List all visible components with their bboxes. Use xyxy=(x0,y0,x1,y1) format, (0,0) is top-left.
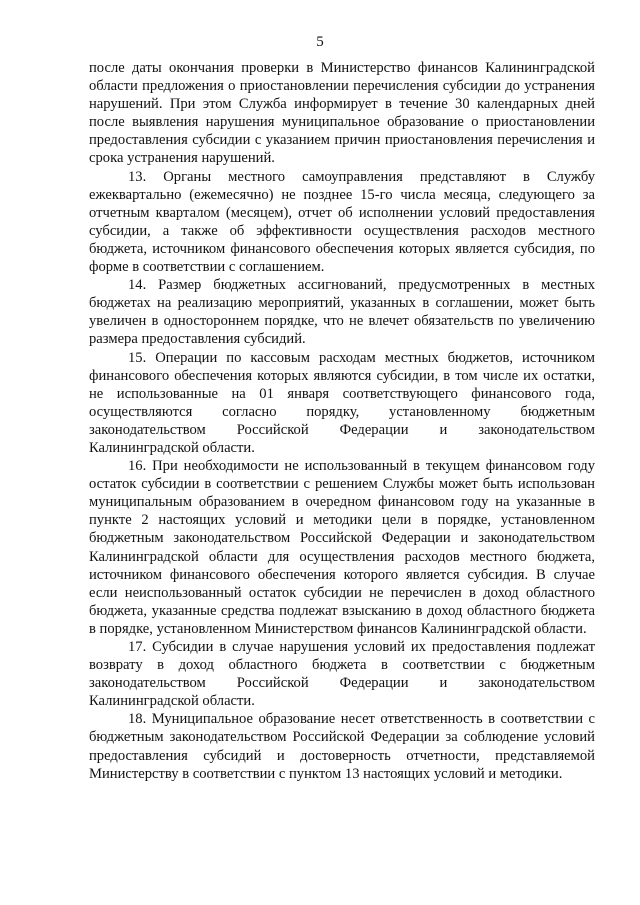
paragraph-15: 15. Операции по кассовым расходам местных бюджетов, источником финансового обеспечения которых являются субсидии, в том числе их остатки, не использованные на 01 января соответствующего финансового года, осуществляются согласно порядку, установленному бюджетным законодательством Российской Федерации и законодательством Калининградской области. xyxy=(89,349,595,456)
document-body xyxy=(89,59,595,783)
paragraph-continuation: после даты окончания проверки в Министерство финансов Калининградской области предложения о приостановлении перечисления субсидии до устранения нарушений. При этом Служба информирует в течение 30 календарных дней после выявления нарушения муниципальное образование о приостановлении предоставления субсидии с указанием причин приостановления перечисления и срока устранения нарушений. xyxy=(89,60,595,167)
paragraph-17: 17. Субсидии в случае нарушения условий их предоставления подлежат возврату в доход областного бюджета в соответствии с бюджетным законодательством Российской Федерации и законодательством Калининградской области. xyxy=(89,639,595,710)
page-number: 5 xyxy=(316,34,324,50)
paragraph-14: 14. Размер бюджетных ассигнований, предусмотренных в местных бюджетах на реализацию мероприятий, указанных в соглашении, может быть увеличен в одностороннем порядке, что не влечет обязательств по увеличению размера предоставления субсидий. xyxy=(89,277,595,348)
paragraph-18: 18. Муниципальное образование несет ответственность в соответствии с бюджетным законодательством Российской Федерации за соблюдение условий предоставления субсидий и достоверность отчетности, представляемой Министерству в соответствии с пунктом 13 настоящих условий и методики. xyxy=(89,711,595,782)
paragraph-13: 13. Органы местного самоуправления представляют в Службу ежеквартально (ежемесячно) не позднее 15-го числа месяца, следующего за отчетным кварталом (месяцем), отчет об исполнении условий предоставления субсидии, а также об эффективности осуществления расходов местного бюджета, источником финансового обеспечения которых является субсидия, по форме в соответствии с соглашением. xyxy=(89,168,595,276)
paragraph-16: 16. При необходимости не использованный в текущем финансовом году остаток субсидии в соответствии с решением Службы может быть использован муниципальным образованием в очередном финансовом году на указанные в пункте 2 настоящих условий и методики цели в порядке, установленном бюджетным законодательством Российской Федерации и законодательством Калининградской области для осуществления расходов местного бюджета, источником финансового обеспечения которого является субсидия. В случае если неиспользованный остаток субсидии не перечислен в доход областного бюджета, указанные средства подлежат взысканию в доход областного бюджета в порядке, установленном Министерством финансов Калининградской области. xyxy=(89,458,595,637)
